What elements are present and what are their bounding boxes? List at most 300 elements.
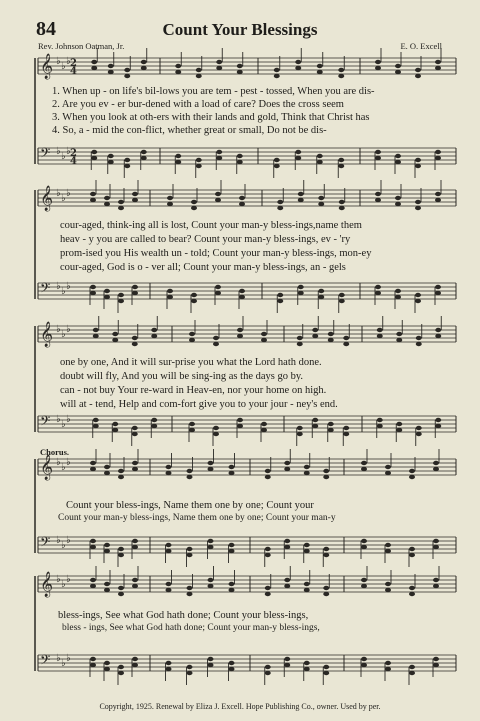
note-head [361, 467, 367, 471]
note-head [395, 160, 401, 164]
note-head [216, 66, 222, 70]
note-head [239, 295, 245, 299]
note-head [187, 586, 193, 590]
note-head [323, 586, 329, 590]
note-head [141, 156, 147, 160]
note-head [237, 334, 243, 338]
note-head [91, 66, 97, 70]
note-head [167, 289, 173, 293]
note-head [328, 338, 334, 342]
note-head [409, 665, 415, 669]
note-head [91, 150, 97, 154]
note-head [237, 64, 243, 68]
note-head [124, 74, 130, 78]
note-head [141, 60, 147, 64]
note-head [284, 539, 290, 543]
note-head [318, 196, 324, 200]
note-head [409, 553, 415, 557]
note-head [118, 469, 124, 473]
note-head [90, 285, 96, 289]
note-head [187, 665, 193, 669]
note-head [375, 66, 381, 70]
note-head [385, 465, 391, 469]
note-head [298, 198, 304, 202]
note-head [323, 547, 329, 551]
note-head [361, 539, 367, 543]
note-head [298, 285, 304, 289]
bass-clef-icon: 𝄢 [40, 280, 51, 299]
note-head [396, 428, 402, 432]
lyric-verse-2-line-3: doubt will fly, And you will be sing-ing as the days go by. [60, 371, 304, 382]
flat-icon: ♭ [66, 414, 71, 425]
flat-icon: ♭ [61, 462, 66, 473]
note-head [118, 586, 124, 590]
note-head [317, 160, 323, 164]
note-head [385, 543, 391, 547]
lyric-verse-4-line-3: will at - tend, Help and com-fort give you to your jour - ney's end. [60, 399, 338, 410]
flat-icon: ♭ [61, 579, 66, 590]
note-head [229, 582, 235, 586]
note-head [375, 285, 381, 289]
note-head [318, 202, 324, 206]
note-head [312, 328, 318, 332]
lyric-verse-1-line-2: cour-aged, think-ing all is lost, Count your man-y bless-ings,name them [60, 220, 362, 231]
note-head [166, 471, 172, 475]
note-head [409, 547, 415, 551]
time-signature: 4 [70, 156, 77, 167]
note-head [284, 578, 290, 582]
note-head [118, 547, 124, 551]
flat-icon: ♭ [66, 574, 71, 585]
note-head [284, 663, 290, 667]
note-head [90, 545, 96, 549]
flat-icon: ♭ [56, 188, 61, 199]
hymn-title: Count Your Blessings [162, 20, 318, 39]
note-head [323, 592, 329, 596]
note-head [132, 198, 138, 202]
note-head [395, 64, 401, 68]
note-head [132, 657, 138, 661]
treble-clef-icon: 𝄞 [40, 54, 54, 79]
note-head [166, 465, 172, 469]
note-head [338, 74, 344, 78]
flat-icon: ♭ [61, 61, 66, 72]
note-head [385, 588, 391, 592]
note-head [167, 196, 173, 200]
note-head [375, 291, 381, 295]
note-head [375, 150, 381, 154]
note-head [385, 471, 391, 475]
note-head [323, 665, 329, 669]
lyric-verse-4-line-1: 4. So, a - mid the con-flict, whether great or small, Do not be dis- [52, 125, 327, 136]
flat-icon: ♭ [56, 414, 61, 425]
note-head [216, 156, 222, 160]
note-head [132, 336, 138, 340]
note-head [396, 422, 402, 426]
note-head [191, 200, 197, 204]
note-head [229, 667, 235, 671]
note-head [298, 192, 304, 196]
note-head [229, 549, 235, 553]
note-head [90, 198, 96, 202]
note-head [304, 465, 310, 469]
note-head [318, 295, 324, 299]
note-head [343, 342, 349, 346]
composer-credit: E. O. Excell [400, 41, 442, 51]
note-head [328, 428, 334, 432]
lyric-verse-2-line-1: 2. Are you ev - er bur-dened with a load of care? Does the cross seem [52, 99, 344, 110]
lyric-verse-2-line-2: heav - y you are called to bear? Count your man-y bless-ings, ev - 'ry [60, 234, 351, 245]
note-head [215, 192, 221, 196]
note-head [124, 164, 130, 168]
note-head [118, 299, 124, 303]
flat-icon: ♭ [61, 286, 66, 297]
note-head [104, 471, 110, 475]
note-head [304, 549, 310, 553]
note-head [90, 584, 96, 588]
note-head [297, 432, 303, 436]
note-head [237, 160, 243, 164]
note-head [112, 422, 118, 426]
note-head [277, 206, 283, 210]
note-head [91, 60, 97, 64]
flat-icon: ♭ [66, 324, 71, 335]
note-head [118, 592, 124, 596]
note-head [151, 334, 157, 338]
note-head [104, 202, 110, 206]
note-head [433, 461, 439, 465]
note-head [343, 432, 349, 436]
note-head [208, 584, 214, 588]
note-head [339, 206, 345, 210]
note-head [187, 592, 193, 596]
note-head [90, 467, 96, 471]
lyric-verse-4-line-2: cour-aged, God is o - ver all; Count your man-y bless-ings, an - gels [60, 262, 346, 273]
note-head [297, 336, 303, 340]
note-head [415, 293, 421, 297]
note-head [216, 150, 222, 154]
note-head [175, 70, 181, 74]
note-head [229, 465, 235, 469]
note-head [151, 418, 157, 422]
note-head [196, 74, 202, 78]
note-head [385, 549, 391, 553]
note-head [323, 553, 329, 557]
lyric-verse-3-line-2: prom-ised you His wealth un - told; Count your man-y bless-ings, mon-ey [60, 248, 372, 259]
note-head [409, 475, 415, 479]
note-head [415, 164, 421, 168]
flat-icon: ♭ [66, 457, 71, 468]
note-head [261, 428, 267, 432]
note-head [435, 334, 441, 338]
note-head [339, 299, 345, 303]
note-head [196, 158, 202, 162]
flat-icon: ♭ [61, 329, 66, 340]
note-head [237, 424, 243, 428]
note-head [361, 584, 367, 588]
note-head [132, 192, 138, 196]
note-head [274, 164, 280, 168]
note-head [166, 549, 172, 553]
note-head [167, 202, 173, 206]
note-head [396, 338, 402, 342]
note-head [112, 428, 118, 432]
note-head [435, 291, 441, 295]
flat-icon: ♭ [56, 281, 61, 292]
note-head [415, 200, 421, 204]
note-head [104, 295, 110, 299]
treble-clef-icon: 𝄞 [40, 455, 54, 480]
note-head [208, 539, 214, 543]
flat-icon: ♭ [66, 281, 71, 292]
note-head [304, 582, 310, 586]
note-head [435, 418, 441, 422]
note-head [328, 422, 334, 426]
note-head [108, 64, 114, 68]
note-head [191, 206, 197, 210]
note-head [90, 578, 96, 582]
flat-icon: ♭ [66, 56, 71, 67]
note-head [284, 584, 290, 588]
note-head [361, 657, 367, 661]
note-head [213, 432, 219, 436]
note-head [118, 553, 124, 557]
note-head [237, 418, 243, 422]
note-head [265, 665, 271, 669]
note-head [118, 206, 124, 210]
note-head [435, 285, 441, 289]
note-head [213, 342, 219, 346]
note-head [433, 663, 439, 667]
note-head [304, 471, 310, 475]
note-head [196, 68, 202, 72]
note-head [216, 60, 222, 64]
flat-icon: ♭ [56, 56, 61, 67]
note-head [317, 70, 323, 74]
note-head [433, 578, 439, 582]
note-head [167, 295, 173, 299]
note-head [93, 328, 99, 332]
note-head [415, 74, 421, 78]
note-head [189, 422, 195, 426]
flat-icon: ♭ [56, 574, 61, 585]
flat-icon: ♭ [61, 658, 66, 669]
note-head [166, 543, 172, 547]
note-head [166, 667, 172, 671]
note-head [215, 198, 221, 202]
lyric-verse-3-line-1: 3. When you look at oth-ers with their lands and gold, Think that Christ has [52, 112, 370, 123]
note-head [265, 553, 271, 557]
note-head [91, 156, 97, 160]
note-head [433, 584, 439, 588]
note-head [304, 661, 310, 665]
note-head [433, 657, 439, 661]
note-head [187, 475, 193, 479]
note-head [375, 156, 381, 160]
note-head [132, 539, 138, 543]
note-head [338, 68, 344, 72]
note-head [395, 154, 401, 158]
flat-icon: ♭ [66, 653, 71, 664]
note-head [229, 661, 235, 665]
note-head [239, 202, 245, 206]
note-head [166, 661, 172, 665]
chorus-line-2-main: bless-ings, See what God hath done; Count your bless-ings, [58, 610, 309, 621]
note-head [343, 426, 349, 430]
note-head [108, 70, 114, 74]
note-head [304, 588, 310, 592]
note-head [295, 60, 301, 64]
note-head [385, 667, 391, 671]
note-head [93, 418, 99, 422]
note-head [328, 332, 334, 336]
time-signature: 2 [70, 148, 77, 159]
note-head [284, 657, 290, 661]
note-head [90, 291, 96, 295]
note-head [208, 545, 214, 549]
note-head [297, 426, 303, 430]
note-head [323, 671, 329, 675]
note-head [104, 543, 110, 547]
note-head [409, 592, 415, 596]
note-head [295, 66, 301, 70]
note-head [118, 475, 124, 479]
note-head [265, 475, 271, 479]
note-head [215, 285, 221, 289]
note-head [317, 64, 323, 68]
note-head [433, 545, 439, 549]
note-head [104, 588, 110, 592]
note-head [435, 328, 441, 332]
note-head [415, 158, 421, 162]
note-head [274, 68, 280, 72]
note-head [338, 158, 344, 162]
note-head [318, 289, 324, 293]
note-head [338, 164, 344, 168]
note-head [385, 661, 391, 665]
note-head [295, 156, 301, 160]
chorus-label: Chorus. [40, 447, 70, 457]
note-head [108, 154, 114, 158]
note-head [261, 422, 267, 426]
note-head [265, 469, 271, 473]
note-head [132, 584, 138, 588]
note-head [187, 547, 193, 551]
chorus-line-1-main: Count your bless-ings, Name them one by one; Count your [66, 500, 314, 511]
note-head [124, 68, 130, 72]
note-head [339, 200, 345, 204]
note-head [104, 549, 110, 553]
author-credit: Rev. Johnson Oatman, Jr. [38, 41, 125, 51]
note-head [112, 338, 118, 342]
note-head [409, 469, 415, 473]
note-head [277, 299, 283, 303]
note-head [237, 328, 243, 332]
note-head [118, 200, 124, 204]
note-head [132, 467, 138, 471]
note-head [274, 158, 280, 162]
lyric-verse-1-line-3: one by one, And it will sur-prise you what the Lord hath done. [60, 357, 322, 368]
note-head [261, 332, 267, 336]
note-head [295, 150, 301, 154]
time-signature: 2 [70, 58, 77, 69]
note-head [265, 671, 271, 675]
note-head [229, 543, 235, 547]
flat-icon: ♭ [56, 324, 61, 335]
note-head [132, 545, 138, 549]
note-head [208, 461, 214, 465]
note-head [132, 432, 138, 436]
note-head [166, 588, 172, 592]
bass-clef-icon: 𝄢 [40, 145, 51, 164]
note-head [239, 196, 245, 200]
note-head [208, 663, 214, 667]
note-head [108, 160, 114, 164]
lyric-verse-1-line-1: 1. When up - on life's bil-lows you are tem - pest - tossed, When you are dis- [52, 86, 375, 97]
bass-clef-icon: 𝄢 [40, 652, 51, 671]
note-head [361, 578, 367, 582]
hymn-number: 84 [36, 18, 56, 40]
flat-icon: ♭ [66, 535, 71, 546]
note-head [435, 156, 441, 160]
note-head [361, 545, 367, 549]
note-head [304, 543, 310, 547]
note-head [377, 334, 383, 338]
note-head [141, 66, 147, 70]
note-head [196, 164, 202, 168]
treble-clef-icon: 𝄞 [40, 322, 54, 347]
note-head [433, 467, 439, 471]
note-head [187, 469, 193, 473]
flat-icon: ♭ [56, 146, 61, 157]
note-head [175, 160, 181, 164]
note-head [124, 158, 130, 162]
note-head [375, 198, 381, 202]
note-head [132, 342, 138, 346]
note-head [175, 154, 181, 158]
note-head [237, 70, 243, 74]
note-head [189, 338, 195, 342]
note-head [339, 293, 345, 297]
note-head [151, 328, 157, 332]
note-head [361, 663, 367, 667]
note-head [265, 592, 271, 596]
note-head [435, 150, 441, 154]
note-head [208, 657, 214, 661]
note-head [277, 200, 283, 204]
note-head [132, 291, 138, 295]
note-head [312, 418, 318, 422]
flat-icon: ♭ [66, 188, 71, 199]
note-head [104, 289, 110, 293]
note-head [274, 74, 280, 78]
note-head [104, 582, 110, 586]
note-head [90, 461, 96, 465]
note-head [213, 336, 219, 340]
note-head [435, 424, 441, 428]
chorus-line-1-echo: Count your man-y bless-ings, Name them one by one; Count your man-y [58, 513, 336, 523]
note-head [132, 426, 138, 430]
note-head [132, 663, 138, 667]
note-head [395, 70, 401, 74]
note-head [375, 60, 381, 64]
note-head [189, 428, 195, 432]
note-head [416, 342, 422, 346]
note-head [93, 334, 99, 338]
bass-clef-icon: 𝄢 [40, 534, 51, 553]
note-head [395, 196, 401, 200]
note-head [343, 336, 349, 340]
